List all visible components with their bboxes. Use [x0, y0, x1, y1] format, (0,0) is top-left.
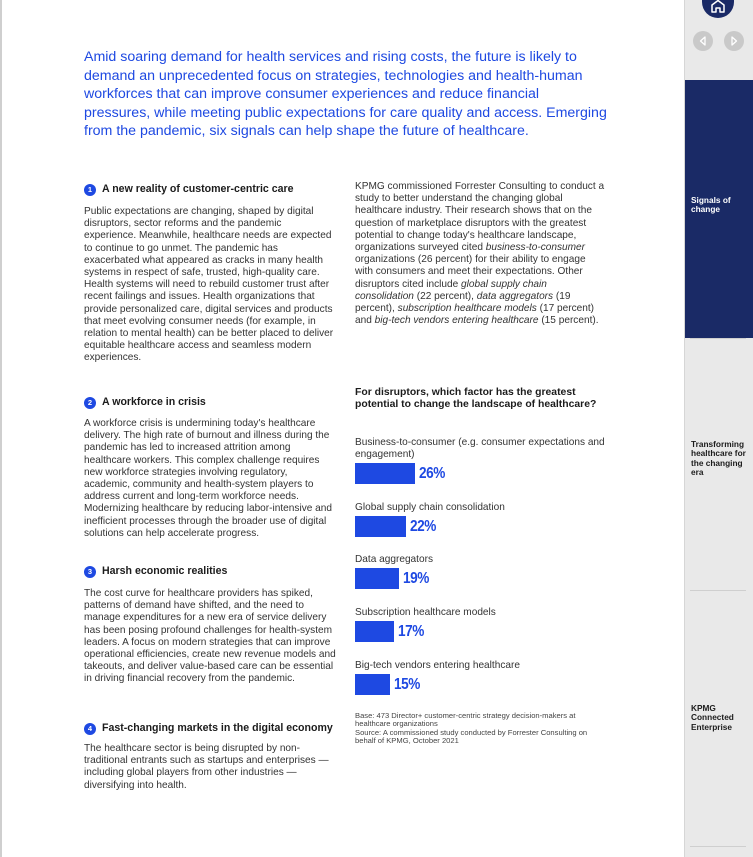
- section-number-badge: 2: [84, 397, 96, 409]
- section-economic-realities: [84, 565, 336, 686]
- bar-category-label: Data aggregators: [355, 554, 433, 565]
- section-number-badge: 1: [84, 184, 96, 196]
- home-icon: [710, 0, 726, 13]
- previous-page-button[interactable]: [693, 31, 713, 51]
- bar: [355, 516, 406, 537]
- bar-item: [355, 660, 605, 695]
- bar-row: [355, 674, 605, 695]
- bar-category-label: Business-to-consumer (e.g. consumer expectations and engagement): [355, 437, 605, 461]
- bar-value-label: 19%: [402, 569, 429, 587]
- bar-item: [355, 437, 605, 484]
- section-title: Fast-changing markets in the digital economy: [102, 722, 333, 734]
- chart-source-note: Base: 473 Director+ customer-centric strategy decision-makers at healthcare organizations Source: A commissioned study conducted by Forrester Consulting on behalf of KPMG, October 2021: [355, 711, 588, 746]
- intro-paragraph: Amid soaring demand for health services and rising costs, the future is likely to demand an unprecedented focus on strategies, technologies and health-human workforces that can improve consumer experiences and reduce financial pressures, while meeting public expectations for care quality and access. Emerging from the pandemic, six signals can help shape the future of healthcare.: [84, 49, 607, 140]
- section-title: A workforce in crisis: [102, 396, 206, 408]
- research-emphasis: business-to-consumer: [485, 242, 586, 254]
- sidebar-tab-kpmg-connected-enterprise[interactable]: KPMG Connected Enterprise: [691, 703, 734, 732]
- bar-row: [355, 463, 605, 484]
- sidebar-tab-transforming-healthcare[interactable]: Transforming healthcare for the changing era: [691, 439, 746, 478]
- sidebar-divider: [690, 590, 746, 591]
- section-body: The cost curve for healthcare providers has spiked, patterns of demand have shifted, and the need to manage expenditures for a new era of service delivery has been posing profound challenges for health-system leaders. A focus on modern strategies that can improve operational efficiencies, create new revenue models and takeouts, and deliver value-based care can be essential in driving financial recovery from the pandemic.: [84, 588, 336, 685]
- section-digital-economy: [84, 722, 336, 792]
- bar: [355, 621, 394, 642]
- research-text: (17 percent) and: [355, 303, 595, 327]
- section-number-badge: 4: [84, 723, 96, 735]
- arrow-right-icon: [729, 36, 739, 46]
- section-body: A workforce crisis is undermining today's healthcare delivery. The high rate of burnout and illness during the pandemic has led to increased attrition among healthcare workers. This complex challenge requires new workforce strategies involving regulatory, academic, community and health-system players to address current and long-term workforce needs. Modernizing healthcare by reducing labor-intensive and inefficient processes through the broader use of digital solutions can help accelerate progress.: [84, 418, 333, 539]
- bar-row: [355, 621, 605, 642]
- section-body: Public expectations are changing, shaped by digital disruptors, sector reforms and the pandemic experience. Meanwhile, healthcare needs are expected to continue to go unmet. The pandemic has exacerbated what appeared as cracks in many health systems in respect of safe, trusted, high-quality care. Health systems will need to rebuild customer trust after recent failings and issues. Health organizations that provide personalized care, digital services and products that meet evolving consumer needs (for example, in relation to mental health) can be better placed to deliver equitable healthcare access and seamless modern experiences.: [84, 206, 334, 364]
- research-text: (15 percent).: [538, 315, 599, 327]
- chart-title: For disruptors, which factor has the greatest potential to change the landscape of healthcare?: [355, 387, 597, 411]
- research-emphasis: data aggregators: [476, 290, 554, 302]
- research-text: (19 percent),: [355, 290, 571, 315]
- bar-item: [355, 502, 605, 537]
- bar-value-label: 17%: [398, 622, 425, 640]
- section-title: Harsh economic realities: [102, 565, 228, 577]
- bar-row: [355, 516, 605, 537]
- bar-category-label: Big-tech vendors entering healthcare: [355, 660, 520, 671]
- research-emphasis: big-tech vendors entering healthcare: [374, 315, 539, 327]
- section-customer-centric-care: [84, 183, 336, 365]
- bar-item: [355, 607, 605, 642]
- section-heading: [84, 722, 336, 735]
- research-emphasis: subscription healthcare models: [397, 303, 537, 315]
- section-heading: [84, 396, 336, 409]
- section-number-badge: 3: [84, 566, 96, 578]
- bar-item: [355, 554, 605, 589]
- sidebar-divider: [690, 846, 746, 847]
- bar-value-label: 22%: [409, 517, 436, 535]
- section-title: A new reality of customer-centric care: [102, 183, 294, 195]
- research-text: KPMG commissioned Forrester Consulting to conduct a study to better understand the changing global healthcare industry. Their research shows that on the question of marketplace disruptors with the greatest potential to change today's healthcare landscape, organizations surveyed cited: [355, 181, 605, 254]
- research-text: organizations (26 percent) for their ability to engage with consumers and meet their expectations. Other disruptors cited include: [355, 254, 586, 290]
- research-paragraph: [355, 181, 605, 327]
- next-page-button[interactable]: [724, 31, 744, 51]
- bar-category-label: Global supply chain consolidation: [355, 502, 505, 513]
- bar-value-label: 26%: [418, 464, 445, 482]
- bar: [355, 568, 399, 589]
- section-workforce-crisis: [84, 396, 336, 540]
- research-text: (22 percent),: [413, 290, 477, 302]
- section-heading: [84, 565, 336, 578]
- bar-value-label: 15%: [393, 675, 420, 693]
- arrow-left-icon: [698, 36, 708, 46]
- section-body: The healthcare sector is being disrupted by non-traditional entrants such as startups and enterprises — including global players from other industries — diversifying into health.: [84, 743, 329, 791]
- section-heading: [84, 183, 336, 196]
- sidebar-tab-signals-of-change[interactable]: Signals of change: [685, 80, 753, 338]
- sidebar-divider: [690, 338, 746, 339]
- bar-row: [355, 568, 605, 589]
- bar-category-label: Subscription healthcare models: [355, 607, 496, 618]
- bar: [355, 463, 415, 484]
- research-emphasis: global supply chain consolidation: [355, 278, 547, 302]
- bar: [355, 674, 390, 695]
